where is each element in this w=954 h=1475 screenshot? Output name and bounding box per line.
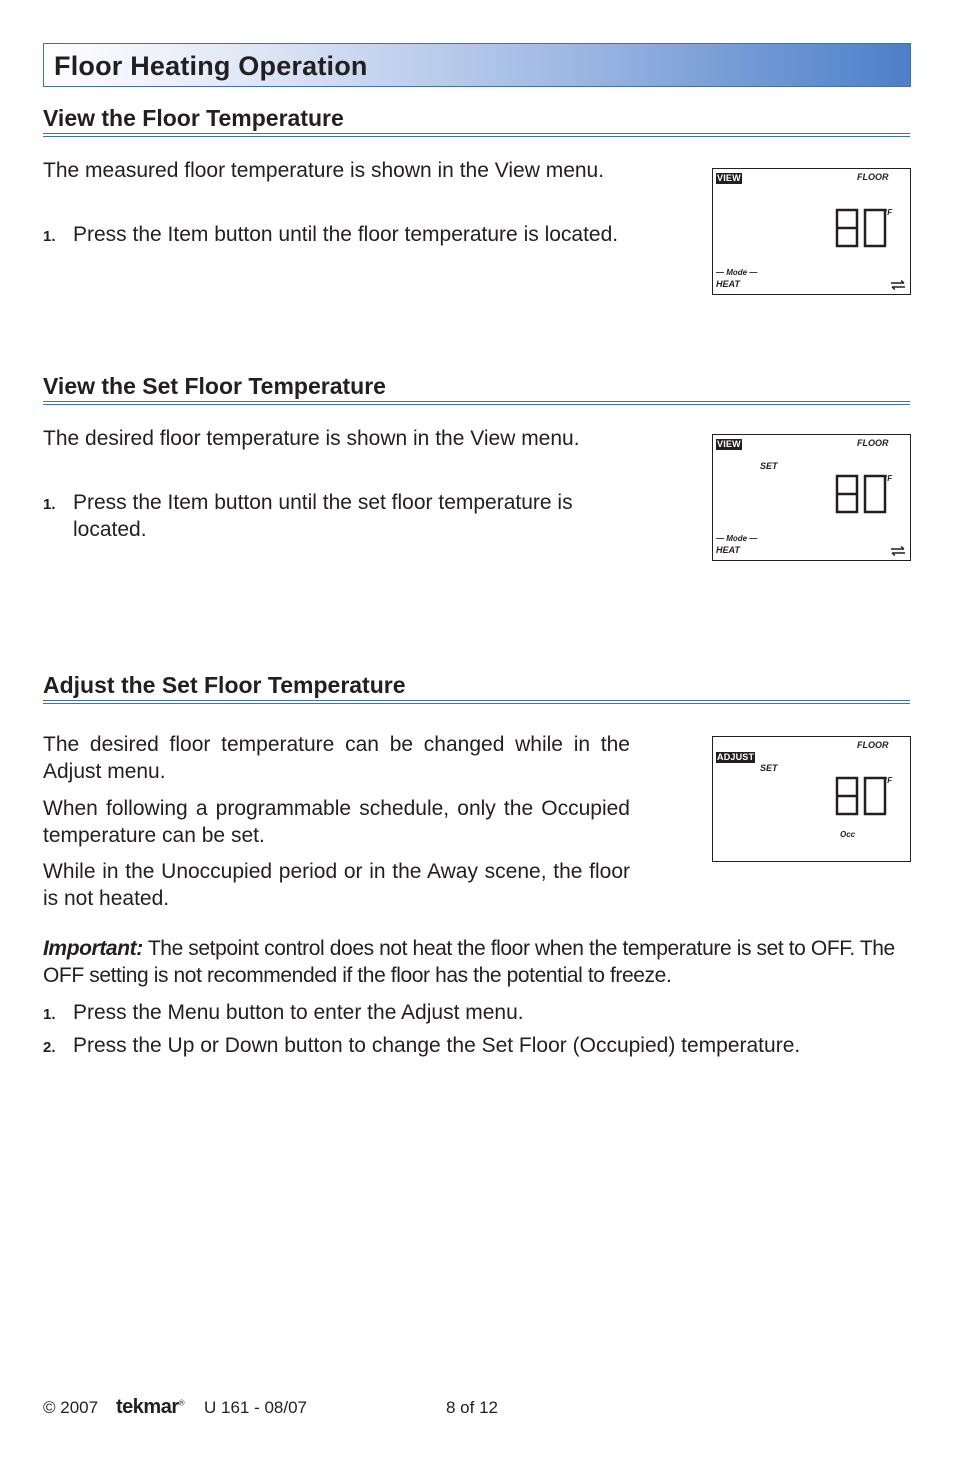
- step-number: 1.: [43, 496, 56, 513]
- menu-tag: ADJUST: [717, 752, 755, 762]
- important-note: [43, 935, 911, 989]
- section-rule: [43, 700, 910, 704]
- step-text: Press the Up or Down button to change the Set Floor (Occupied) temperature.: [73, 1034, 801, 1057]
- section-heading-view-set: View the Set Floor Temperature: [43, 373, 386, 399]
- menu-tag: VIEW: [717, 439, 741, 449]
- zone-label: FLOOR: [857, 172, 889, 182]
- copyright: © 2007: [43, 1398, 99, 1417]
- paragraph: When following a programmable schedule, only the Occupied temperature can be set.: [43, 797, 630, 847]
- document-code: U 161 - 08/07: [204, 1398, 308, 1417]
- list-item: [43, 999, 913, 1026]
- step-number: 1.: [43, 228, 56, 245]
- step-text: Press the Item button until the floor temperature is located.: [73, 223, 619, 246]
- unit-label: °F: [884, 208, 893, 217]
- period-label: Occ: [840, 830, 856, 839]
- page-number: 8 of 12: [446, 1398, 498, 1417]
- mode-label: — Mode —: [716, 268, 758, 277]
- page-title-bar: [43, 43, 911, 87]
- zone-label: FLOOR: [857, 438, 889, 448]
- exchange-arrows-icon: [890, 280, 906, 290]
- lcd-display-adjust: [712, 736, 911, 862]
- paragraph: The measured floor temperature is shown in the View menu.: [43, 159, 605, 182]
- lcd-display-set-floor-temperature: [712, 434, 911, 561]
- lcd-display-floor-temperature: [712, 168, 911, 295]
- section-heading-view-floor: View the Floor Temperature: [43, 105, 344, 131]
- mode-label: — Mode —: [716, 534, 758, 543]
- step-text: Press the Menu button to enter the Adjust menu.: [73, 1001, 524, 1024]
- paragraph: The desired floor temperature is shown in the View menu.: [43, 427, 580, 450]
- step-number: 2.: [43, 1039, 56, 1056]
- section-rule: [43, 133, 910, 137]
- registered-mark: ®: [178, 1398, 185, 1408]
- section-heading-adjust-set: Adjust the Set Floor Temperature: [43, 672, 406, 698]
- important-text: The setpoint control does not heat the floor when the temperature is set to OFF. The OFF setting is not recommended if the floor has the potential to freeze.: [43, 937, 895, 987]
- unit-label: °F: [884, 776, 893, 785]
- brand-name: tekmar: [116, 1396, 179, 1418]
- zone-label: FLOOR: [857, 740, 889, 750]
- unit-label: °F: [884, 474, 893, 483]
- important-label: Important:: [43, 937, 143, 960]
- brand-logo: [116, 1396, 184, 1419]
- set-label: SET: [760, 461, 778, 471]
- step-text: Press the Item button until the set floor temperature is located.: [73, 491, 573, 541]
- list-item: [43, 1032, 913, 1059]
- list-item: [43, 221, 630, 248]
- paragraph: While in the Unoccupied period or in the Away scene, the floor is not heated.: [43, 860, 630, 910]
- set-label: SET: [760, 763, 778, 773]
- section-rule: [43, 401, 910, 405]
- page-title: Floor Heating Operation: [54, 51, 368, 81]
- mode-value: HEAT: [716, 279, 740, 289]
- menu-tag: VIEW: [717, 173, 741, 183]
- step-number: 1.: [43, 1006, 56, 1023]
- list-item: [43, 489, 630, 543]
- paragraph: The desired floor temperature can be changed while in the Adjust menu.: [43, 733, 630, 783]
- mode-value: HEAT: [716, 545, 740, 555]
- exchange-arrows-icon: [890, 546, 906, 556]
